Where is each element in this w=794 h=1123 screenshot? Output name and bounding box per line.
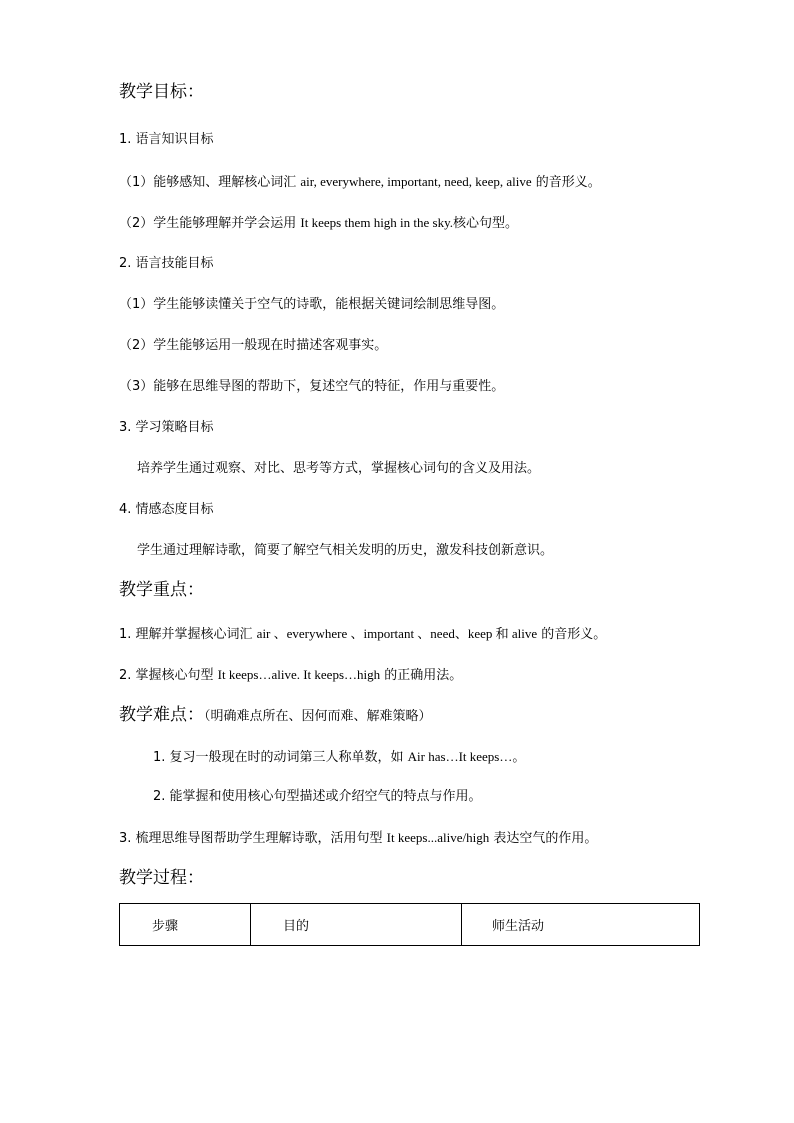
difficulties-heading: 教学难点： <box>119 705 204 725</box>
item-text: 3. 梳理思维导图帮助学生理解诗歌，活用句型 <box>119 831 387 846</box>
key-point-item-1 <box>119 627 606 641</box>
core-sentence: It keeps…alive. It keeps…high <box>217 667 381 682</box>
column-header-activity: 师生活动 <box>462 904 700 946</box>
attitude-text: 学生通过理解诗歌，简要了解空气相关发明的历史，激发科技创新意识。 <box>137 543 554 558</box>
attitude-title: 4. 情感态度目标 <box>119 502 214 517</box>
difficulty-item-2: 2. 能掌握和使用核心句型描述或介绍空气的特点与作用。 <box>153 789 482 804</box>
lang-skill-item-3: （3）能够在思维导图的帮助下，复述空气的特征，作用与重要性。 <box>119 379 505 394</box>
difficulties-note: （明确难点所在、因何而难、解难策略） <box>204 709 432 724</box>
item-text: 的正确用法。 <box>380 668 463 683</box>
difficulty-item-3 <box>119 831 597 845</box>
column-header-purpose: 目的 <box>251 904 462 946</box>
column-header-step: 步骤 <box>120 904 251 946</box>
item-text: 1. 复习一般现在时的动词第三人称单数，如 <box>153 750 408 765</box>
lang-skill-title: 2. 语言技能目标 <box>119 256 214 271</box>
item-text: 2. 掌握核心句型 <box>119 668 218 683</box>
difficulty-item-1 <box>153 750 525 764</box>
item-text: 的音形义。 <box>531 175 601 190</box>
item-text: 1. 理解并掌握核心词汇 <box>119 627 257 642</box>
core-sentence: It keeps...alive/high <box>386 830 490 845</box>
example-sentence: Air has…It keeps… <box>407 749 513 764</box>
key-points-heading: 教学重点： <box>119 580 204 600</box>
item-text: 表达空气的作用。 <box>489 831 598 846</box>
strategy-text: 培养学生通过观察、对比、思考等方式，掌握核心词句的含义及用法。 <box>137 461 541 476</box>
process-heading: 教学过程： <box>119 868 204 888</box>
core-words: air 、everywhere 、important 、need、keep <box>256 626 496 641</box>
lang-skill-item-1: （1）学生能够读懂关于空气的诗歌，能根据关键词绘制思维导图。 <box>119 297 505 312</box>
item-text: 的音形义。 <box>537 627 607 642</box>
difficulties-heading-line <box>119 707 432 724</box>
item-text: 核心句型。 <box>453 216 519 231</box>
strategy-title: 3. 学习策略目标 <box>119 420 214 435</box>
lang-knowledge-item-1 <box>119 175 601 189</box>
key-point-item-2 <box>119 668 462 682</box>
table-header-row <box>120 904 700 946</box>
core-words: air, everywhere, important, need, keep, alive <box>300 174 532 189</box>
lang-knowledge-title: 1. 语言知识目标 <box>119 132 214 147</box>
core-words: alive <box>508 626 538 641</box>
item-text: 和 <box>495 627 509 642</box>
item-text: 。 <box>512 750 526 765</box>
lang-skill-item-2: （2）学生能够运用一般现在时描述客观事实。 <box>119 338 388 353</box>
item-text: （1）能够感知、理解核心词汇 <box>119 175 301 190</box>
objectives-heading: 教学目标： <box>119 82 204 102</box>
item-text: （2）学生能够理解并学会运用 <box>119 216 301 231</box>
core-sentence: It keeps them high in the sky. <box>300 215 454 230</box>
lang-knowledge-item-2 <box>119 216 518 230</box>
process-table <box>119 903 700 946</box>
